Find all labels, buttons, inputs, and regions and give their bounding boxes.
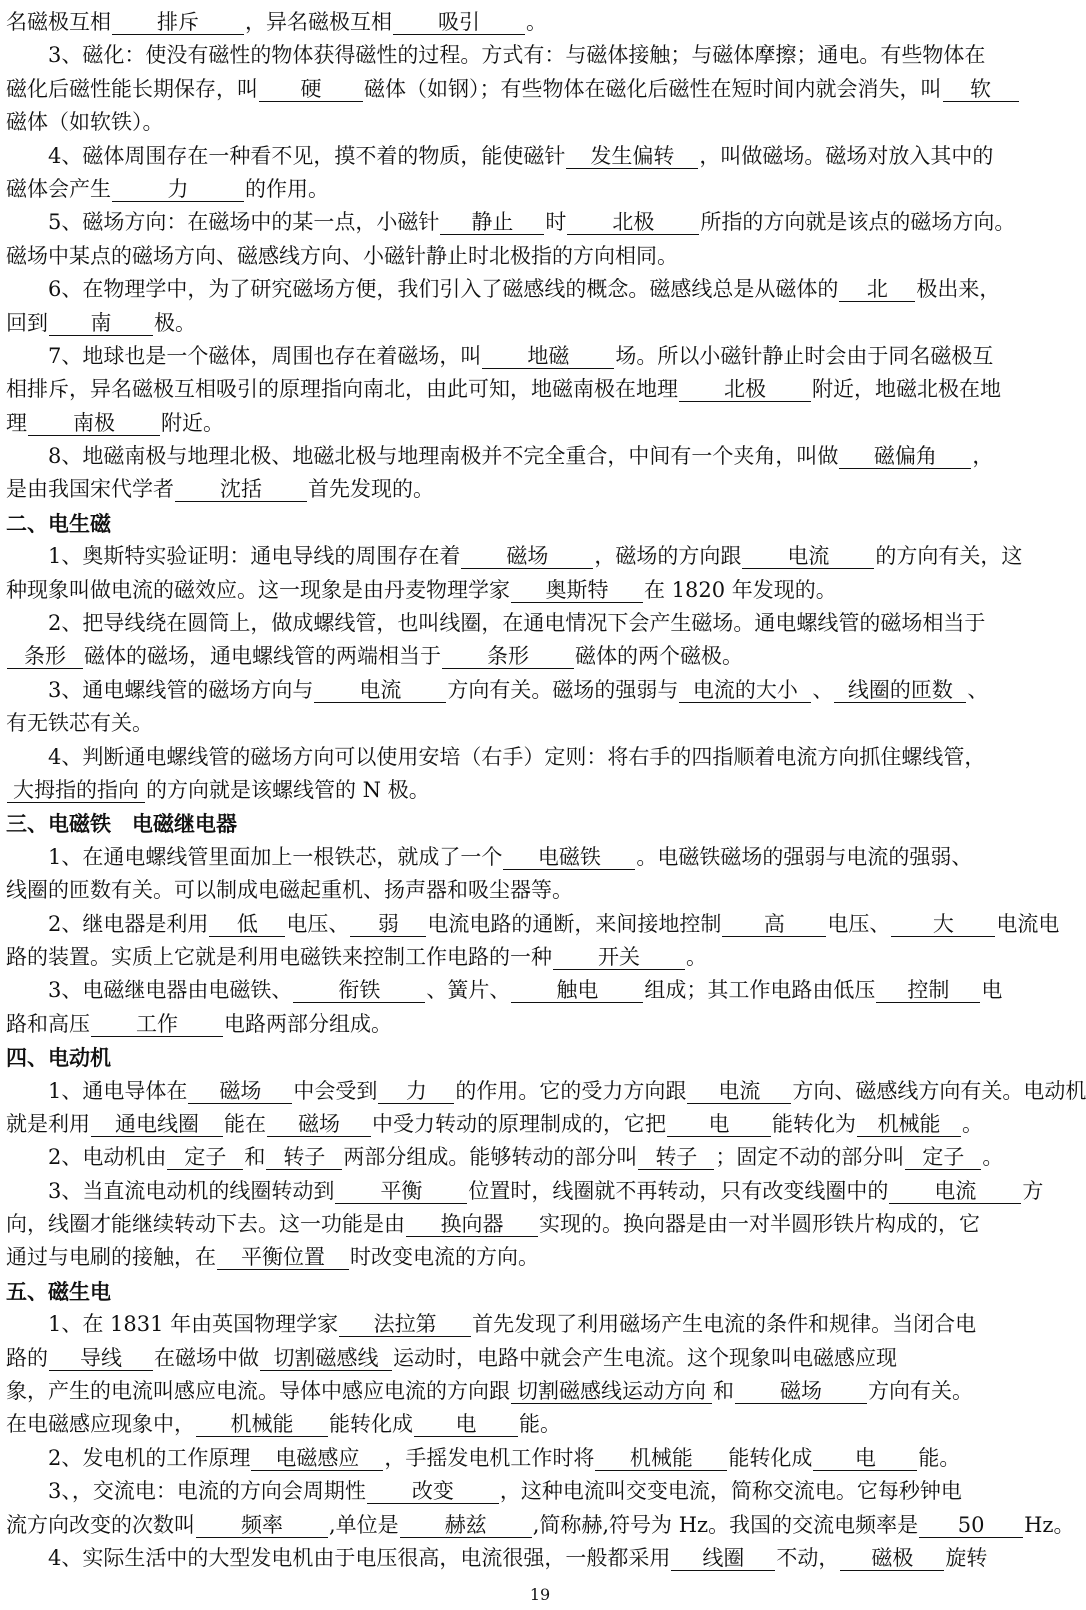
text-segment: 回到: [6, 310, 48, 335]
text-segment: 两部分组成。能够转动的部分叫: [343, 1145, 638, 1170]
text-segment: 时: [545, 210, 567, 235]
text-line: [6, 1241, 1050, 1274]
answer-blank: 排斥: [112, 10, 244, 35]
text-line: [6, 6, 1050, 39]
text-segment: 的作用。: [245, 176, 329, 201]
answer-blank: 电: [414, 1412, 518, 1437]
text-segment: 和: [713, 1379, 734, 1404]
text-line: [6, 707, 1050, 740]
text-segment: 种现象叫做电流的磁效应。这一现象是由丹麦物理学家: [6, 577, 510, 602]
text-segment: 1、奥斯特实验证明：通电导线的周围存在着: [48, 544, 461, 569]
text-segment: 能转化为: [772, 1111, 856, 1136]
text-line: [6, 874, 1050, 907]
text-segment: 时改变电流的方向。: [350, 1245, 539, 1270]
text-segment: ，手摇发电机工作时将: [384, 1445, 595, 1470]
text-segment: 路的: [6, 1345, 48, 1370]
answer-blank: 力: [112, 177, 244, 202]
answer-blank: 换向器: [406, 1212, 538, 1237]
text-segment: 。: [962, 1111, 983, 1136]
answer-blank: 平衡: [335, 1179, 467, 1204]
section-heading: [6, 1041, 1050, 1074]
text-segment: 能。: [918, 1445, 961, 1470]
text-line: [6, 1141, 1050, 1174]
text-line: [6, 1075, 1086, 1108]
text-line: [6, 1342, 1050, 1375]
answer-blank: 奥斯特: [511, 578, 643, 603]
text-segment: 。: [982, 1145, 1004, 1170]
text-segment: 8、地磁南极与地理北极、地磁北极与地理南极并不完全重合，中间有一个夹角，叫做: [48, 444, 839, 469]
answer-blank: 电流: [687, 1079, 791, 1104]
answer-blank: 触电: [511, 978, 643, 1003]
text-segment: 流方向改变的次数叫: [6, 1512, 195, 1537]
text-segment: 方: [1022, 1178, 1044, 1203]
text-segment: 相排斥，异名磁极互相吸引的原理指向南北，由此可知，地磁南极在地理: [6, 377, 678, 402]
text-segment: 中会受到: [293, 1078, 378, 1103]
text-line: [6, 407, 1050, 440]
answer-blank: 磁场: [461, 544, 593, 569]
answer-blank: 软: [943, 77, 1019, 102]
answer-blank: 大拇指的指向: [7, 778, 145, 803]
answer-blank: 法拉第: [339, 1312, 471, 1337]
answer-blank: 切割磁感线: [260, 1346, 392, 1371]
answer-blank: 机械能: [196, 1412, 328, 1437]
text-line: [6, 473, 1050, 506]
answer-blank: 北: [839, 277, 915, 302]
text-line: [6, 173, 1050, 206]
answer-blank: 发生偏转: [566, 144, 698, 169]
answer-blank: 开关: [553, 945, 685, 970]
text-segment: 2、把导线绕在圆筒上，做成螺线管，也叫线圈，在通电情况下会产生磁场。通电螺线管的磁场相当于: [48, 611, 986, 636]
text-segment: 不动，: [776, 1545, 840, 1570]
answer-blank: 定子: [905, 1145, 981, 1170]
text-segment: 能转化成: [329, 1412, 413, 1437]
text-segment: 运动时，电路中就会产生电流。这个现象叫电磁感应现: [393, 1345, 897, 1370]
text-segment: 附近，地磁北极在地: [812, 377, 1001, 402]
answer-blank: 电流: [889, 1179, 1021, 1204]
text-segment: 路的装置。实质上它就是利用电磁铁来控制工作电路的一种: [6, 944, 552, 969]
text-segment: 路和高压: [6, 1011, 90, 1036]
text-line: [6, 841, 1050, 874]
text-segment: 电: [981, 978, 1003, 1003]
text-segment: ,单位是: [329, 1512, 399, 1537]
text-segment: 中受力转动的原理制成的，它把: [372, 1111, 666, 1136]
answer-blank: 低: [209, 912, 285, 937]
text-line: [6, 1509, 1075, 1542]
text-segment: 五、磁生电: [6, 1278, 111, 1304]
answer-blank: 磁场: [188, 1079, 292, 1104]
text-line: [6, 1542, 1050, 1575]
text-segment: 4、磁体周围存在一种看不见，摸不着的物质，能使磁针: [48, 143, 566, 168]
document-body: [6, 6, 1086, 1575]
text-segment: 电流电: [996, 911, 1060, 936]
answer-blank: 电: [667, 1112, 771, 1137]
text-segment: 3、磁化：使没有磁性的物体获得磁性的过程。方式有：与磁体接触；与磁体摩擦；通电。有些物体在: [48, 43, 986, 68]
text-segment: 在电磁感应现象中，: [6, 1412, 195, 1437]
answer-blank: 南: [49, 311, 153, 336]
answer-blank: 硬: [259, 77, 363, 102]
text-line: [6, 607, 1050, 640]
text-segment: 名磁极互相: [6, 10, 111, 34]
text-segment: 。电磁铁磁场的强弱与电流的强弱、: [636, 844, 973, 869]
text-line: [6, 1375, 1050, 1408]
text-segment: 极。: [154, 310, 196, 335]
text-segment: 磁体会产生: [6, 176, 111, 201]
text-segment: 的方向有关，这: [875, 544, 1023, 569]
text-segment: 电流电路的通断，来间接地控制: [427, 911, 722, 936]
text-segment: 电压、: [827, 911, 891, 936]
text-segment: 。: [686, 944, 707, 969]
text-line: [6, 1442, 1050, 1475]
text-line: [6, 340, 1050, 373]
text-segment: 1、在 1831 年由英国物理学家: [48, 1312, 339, 1337]
text-line: [6, 1008, 1050, 1041]
answer-blank: 切割磁感线运动方向: [511, 1379, 712, 1404]
text-segment: 方向、磁感线方向有关。电动机: [792, 1078, 1086, 1103]
text-segment: 电压、: [286, 911, 350, 936]
text-segment: ，异名磁极互相: [245, 10, 392, 34]
text-segment: 在磁场中做: [154, 1345, 259, 1370]
text-segment: 7、地球也是一个磁体，周围也存在着磁场，叫: [48, 343, 482, 368]
text-segment: 磁化后磁性能长期保存，叫: [6, 76, 258, 101]
answer-blank: 条形: [7, 644, 83, 669]
text-segment: 磁体（如钢）；有些物体在磁化后磁性在短时间内就会消失，叫: [364, 76, 942, 101]
answer-blank: 通电线圈: [91, 1112, 223, 1137]
text-line: [6, 640, 1050, 673]
answer-blank: 赫兹: [400, 1513, 532, 1538]
answer-blank: 北极: [567, 210, 699, 235]
answer-blank: 转子: [638, 1145, 714, 1170]
answer-blank: 频率: [196, 1513, 328, 1538]
text-segment: 首先发现了利用磁场产生电流的条件和规律。当闭合电: [472, 1312, 977, 1337]
text-segment: 所指的方向就是该点的磁场方向。: [700, 210, 1016, 235]
text-line: [6, 1308, 1050, 1341]
answer-blank: 线圈: [671, 1546, 775, 1571]
text-segment: 理: [6, 410, 27, 435]
text-line: [6, 240, 1050, 273]
answer-blank: 控制: [876, 978, 980, 1003]
answer-blank: 电磁铁: [503, 845, 635, 870]
answer-blank: 南极: [28, 411, 160, 436]
text-line: [6, 741, 1050, 774]
text-segment: 3、当直流电动机的线圈转动到: [48, 1178, 335, 1203]
answer-blank: 机械能: [595, 1446, 727, 1471]
answer-blank: 导线: [49, 1346, 153, 1371]
answer-blank: 电流: [742, 544, 874, 569]
answer-blank: 高: [722, 912, 826, 937]
text-segment: 的作用。它的受力方向跟: [455, 1078, 687, 1103]
text-segment: ，磁场的方向跟: [594, 544, 742, 569]
text-segment: 1、在通电螺线管里面加上一根铁芯，就成了一个: [48, 844, 503, 869]
text-segment: 3、电磁继电器由电磁铁、: [48, 978, 293, 1003]
text-line: [6, 39, 1050, 72]
text-segment: 、簧片、: [426, 978, 511, 1003]
text-segment: 组成；其工作电路由低压: [644, 978, 876, 1003]
answer-blank: 磁极: [840, 1546, 944, 1571]
text-line: [6, 1475, 1050, 1508]
text-line: [6, 574, 1050, 607]
text-segment: 4、判断通电螺线管的磁场方向可以使用安培（右手）定则：将右手的四指顺着电流方向抓住螺线管，: [48, 744, 986, 769]
text-segment: ,简称赫,符号为 Hz。我国的交流电频率是: [532, 1512, 919, 1537]
answer-blank: 机械能: [857, 1112, 961, 1137]
text-line: [6, 908, 1060, 941]
text-line: [6, 941, 1050, 974]
text-segment: 1、通电导体在: [48, 1078, 188, 1103]
text-segment: 2、电动机由: [48, 1145, 167, 1170]
answer-blank: 电磁感应: [251, 1446, 383, 1471]
answer-blank: 弱: [350, 912, 426, 937]
text-line: [6, 540, 1050, 573]
text-line: [6, 307, 1050, 340]
text-segment: 磁体的磁场，通电螺线管的两端相当于: [84, 644, 441, 669]
text-line: [6, 440, 1050, 473]
section-heading: [6, 507, 1050, 540]
text-segment: ，叫做磁场。磁场对放入其中的: [699, 143, 994, 168]
page-number: 19: [529, 1585, 551, 1604]
answer-blank: 磁场: [267, 1112, 371, 1137]
text-segment: 是由我国宋代学者: [6, 477, 174, 502]
text-segment: 5、磁场方向：在磁场中的某一点，小磁针: [48, 210, 440, 235]
answer-blank: 力: [378, 1079, 454, 1104]
text-line: [6, 1408, 1050, 1441]
answer-blank: 50: [919, 1513, 1023, 1538]
text-segment: 能。: [519, 1412, 561, 1437]
text-segment: 位置时，线圈就不再转动，只有改变线圈中的: [468, 1178, 889, 1203]
answer-blank: 北极: [679, 377, 811, 402]
text-segment: 方向有关。: [868, 1379, 973, 1404]
text-segment: 4、实际生活中的大型发电机由于电压很高，电流很强，一般都采用: [48, 1545, 671, 1570]
text-line: [6, 774, 1050, 807]
answer-blank: 线圈的匝数: [834, 678, 966, 703]
text-line: [6, 106, 1050, 139]
answer-blank: 磁偏角: [839, 444, 971, 469]
text-segment: 线圈的匝数有关。可以制成电磁起重机、扬声器和吸尘器等。: [6, 878, 573, 903]
text-segment: 三、电磁铁 电磁继电器: [6, 811, 237, 837]
text-segment: 实现的。换向器是由一对半圆形铁片构成的，它: [539, 1212, 980, 1237]
text-segment: 场。所以小磁针静止时会由于同名磁极互: [615, 343, 994, 368]
answer-blank: 改变: [367, 1479, 499, 1504]
text-segment: 和: [244, 1145, 266, 1170]
text-segment: 的方向就是该螺线管的 N 极。: [146, 777, 430, 802]
text-segment: 磁场中某点的磁场方向、磁感线方向、小磁针静止时北极指的方向相同。: [6, 243, 678, 268]
text-segment: 磁体（如软铁）。: [6, 110, 164, 135]
text-segment: 就是利用: [6, 1111, 90, 1136]
text-segment: ，这种电流叫交变电流，简称交流电。它每秒钟电: [499, 1479, 962, 1504]
text-segment: 通过与电刷的接触，在: [6, 1245, 216, 1270]
text-segment: 2、发电机的工作原理: [48, 1445, 251, 1470]
text-segment: 二、电生磁: [6, 510, 111, 536]
text-line: [6, 373, 1050, 406]
text-line: [6, 206, 1050, 239]
answer-blank: 电: [813, 1446, 917, 1471]
text-segment: 四、电动机: [6, 1045, 111, 1071]
answer-blank: 静止: [440, 210, 544, 235]
answer-blank: 磁场: [735, 1379, 867, 1404]
text-line: [6, 1175, 1050, 1208]
text-segment: 3、通电螺线管的磁场方向与: [48, 677, 314, 702]
text-segment: 极出来，: [916, 277, 1001, 302]
text-segment: 3、，交流电：电流的方向会周期性: [48, 1479, 366, 1504]
text-segment: 方向有关。磁场的强弱与: [447, 677, 679, 702]
text-line: [6, 73, 1050, 106]
text-line: [6, 273, 1050, 306]
answer-blank: 电流: [314, 678, 446, 703]
text-line: [6, 974, 1050, 1007]
text-segment: 、: [967, 677, 989, 702]
text-line: [6, 674, 1050, 707]
text-segment: 。: [526, 10, 547, 34]
text-segment: 在 1820 年发现的。: [644, 577, 837, 602]
text-segment: ；固定不动的部分叫: [715, 1145, 905, 1170]
answer-blank: 转子: [266, 1145, 342, 1170]
answer-blank: 大: [891, 912, 995, 937]
text-segment: 附近。: [161, 410, 224, 435]
text-line: [6, 1108, 1050, 1141]
text-segment: 能转化成: [728, 1445, 813, 1470]
text-segment: 向，线圈才能继续转动下去。这一功能是由: [6, 1212, 405, 1237]
text-segment: 象，产生的电流叫感应电流。导体中感应电流的方向跟: [6, 1379, 510, 1404]
text-segment: 6、在物理学中，为了研究磁场方便，我们引入了磁感线的概念。磁感线总是从磁体的: [48, 277, 839, 302]
answer-blank: 吸引: [393, 10, 525, 35]
text-segment: ，: [972, 444, 994, 469]
text-segment: 2、继电器是利用: [48, 911, 209, 936]
answer-blank: 定子: [167, 1145, 243, 1170]
text-segment: 、: [812, 677, 834, 702]
text-line: [6, 1208, 1050, 1241]
answer-blank: 条形: [442, 644, 574, 669]
text-line: [6, 140, 1050, 173]
text-segment: 磁体的两个磁极。: [575, 644, 743, 669]
answer-blank: 衔铁: [293, 978, 425, 1003]
section-heading: [6, 807, 1050, 840]
text-segment: 电路两部分组成。: [224, 1011, 392, 1036]
text-segment: 能在: [224, 1111, 266, 1136]
answer-blank: 地磁: [482, 344, 614, 369]
text-segment: 首先发现的。: [308, 477, 434, 502]
text-segment: 旋转: [945, 1545, 988, 1570]
text-segment: Hz。: [1024, 1512, 1075, 1537]
answer-blank: 工作: [91, 1012, 223, 1037]
answer-blank: 平衡位置: [217, 1245, 349, 1270]
section-heading: [6, 1275, 1050, 1308]
text-segment: 有无铁芯有关。: [6, 711, 153, 736]
answer-blank: 沈括: [175, 477, 307, 502]
answer-blank: 电流的大小: [679, 678, 811, 703]
